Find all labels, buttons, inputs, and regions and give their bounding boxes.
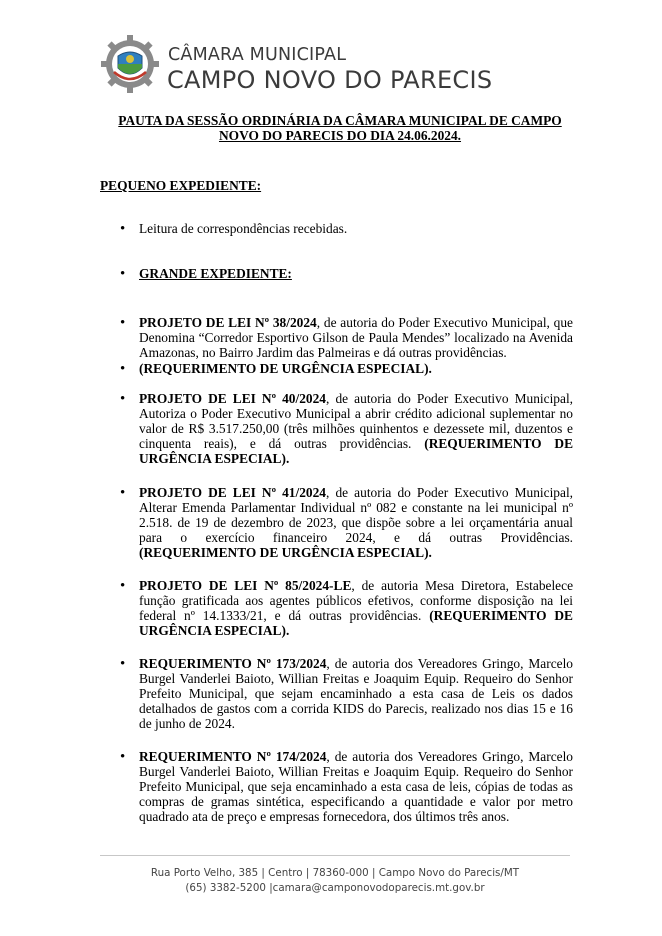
list-item <box>139 315 573 360</box>
bullet: • <box>120 361 126 377</box>
item-text: , de autoria do Poder Executivo Municipal, Autoriza o Poder Executivo Municipal a abrir crédito adicional suplementar no valor de R$ 3.517.250,00 (três milhões quinhentos e dezessete mil, duzentos e cinquenta reais), e dá outras providências. <box>139 391 574 451</box>
item-text: , de autoria Mesa Diretora, Estabelece função gratificada aos agentes públicos efetivos, conforme disposição na lei federal nº 14.1333/21, e dá outras providências. <box>139 578 574 623</box>
org-name-line1: CÂMARA MUNICIPAL <box>168 45 347 65</box>
list-item <box>139 656 573 731</box>
footer-contact: (65) 3382-5200 |camara@camponovodoparecis.mt.gov.br <box>185 882 485 894</box>
bullet: • <box>120 221 126 237</box>
item-title: PROJETO DE LEI Nº 38/2024 <box>139 315 317 330</box>
grande-expediente-heading: GRANDE EXPEDIENTE: <box>139 266 292 281</box>
org-name-line2: CAMPO NOVO DO PARECIS <box>167 66 493 94</box>
footer-address: Rua Porto Velho, 385 | Centro | 78360-000 | Campo Novo do Parecis/MT <box>150 867 520 879</box>
item-title: REQUERIMENTO Nº 173/2024 <box>139 656 327 671</box>
item-title: PROJETO DE LEI Nº 85/2024-LE <box>139 578 352 593</box>
item-urgency: (REQUERIMENTO DE URGÊNCIA ESPECIAL). <box>139 545 432 560</box>
list-item <box>139 578 573 638</box>
item-title: PROJETO DE LEI Nº 41/2024 <box>139 485 327 500</box>
bullet: • <box>120 656 126 672</box>
document-title: PAUTA DA SESSÃO ORDINÁRIA DA CÂMARA MUNICIPAL DE CAMPO NOVO DO PARECIS DO DIA 24.06.2024. <box>118 113 562 143</box>
footer <box>100 866 570 896</box>
list-item <box>139 749 573 824</box>
list-item <box>139 361 573 376</box>
list-item: Leitura de correspondências recebidas. <box>139 221 348 236</box>
bullet: • <box>120 266 126 282</box>
item-title: PROJETO DE LEI Nº 40/2024 <box>139 391 327 406</box>
item-urgency: (REQUERIMENTO DE URGÊNCIA ESPECIAL). <box>139 608 573 638</box>
bullet: • <box>120 485 126 501</box>
item-title: REQUERIMENTO Nº 174/2024 <box>139 749 327 764</box>
item-text: , de autoria dos Vereadores Gringo, Marcelo Burgel Vanderlei Baioto, Willian Freitas e Joaquim Equip. Requeiro do Senhor Prefeito Municipal, que sejam encaminhado a esta casa de Leis os dados detalhados de gastos com a corrida KIDS do Parecis, realizado nos dias 15 e 16 de junho de 2024. <box>139 656 573 731</box>
item-urgency: (REQUERIMENTO DE URGÊNCIA ESPECIAL). <box>139 436 573 466</box>
bullet: • <box>120 578 126 594</box>
bullet: • <box>120 749 126 765</box>
footer-divider <box>100 855 570 856</box>
pequeno-expediente-heading: PEQUENO EXPEDIENTE: <box>100 178 262 193</box>
municipal-seal-icon <box>100 34 160 94</box>
item-title: (REQUERIMENTO DE URGÊNCIA ESPECIAL). <box>139 361 432 376</box>
letterhead <box>100 34 500 106</box>
bullet: • <box>120 315 126 331</box>
item-text: , de autoria dos Vereadores Gringo, Marcelo Burgel Vanderlei Baioto, Willian Freitas e Joaquim Equip. Requeiro do Senhor Prefeito Municipal, que seja encaminhado a esta casa de leis, cópias de todas as compras de gramas sintética, especificando a quantidade e valor por metro quadrado ata de preço e empresas fornecedora, dos últimos três anos. <box>139 749 573 824</box>
bullet: • <box>120 391 126 407</box>
item-text: , de autoria do Poder Executivo Municipal, Alterar Emenda Parlamentar Individual nº 082 e constante na lei municipal nº 2.518. de 19 de dezembro de 2023, que dispõe sobre a lei orçamentária anual para o exercício financeiro 2024, e dá outras Providências. <box>139 485 574 545</box>
list-item <box>139 391 573 466</box>
item-text: , de autoria do Poder Executivo Municipal, que Denomina “Corredor Esportivo Gilson de Paula Mendes” localizado na Avenida Amazonas, no Bairro Jardim das Palmeiras e dá outras providências. <box>139 315 573 360</box>
list-item <box>139 485 573 560</box>
